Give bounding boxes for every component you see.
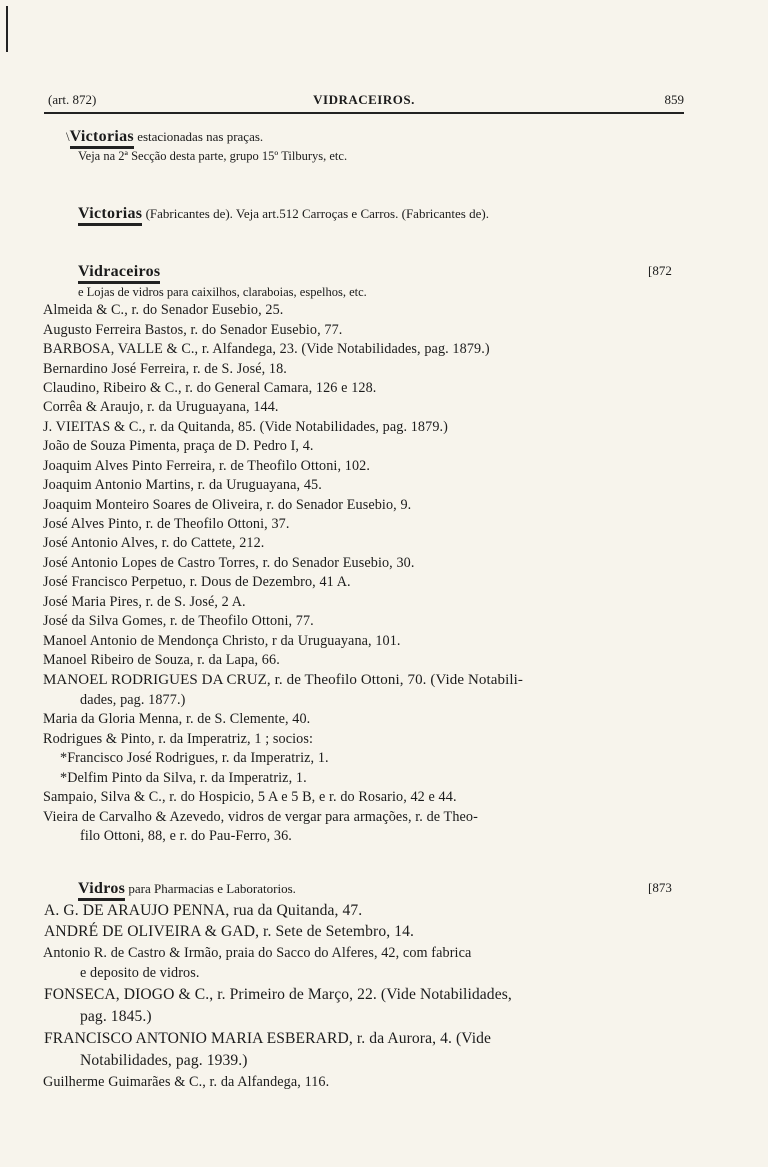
list-item-partner: *Delfim Pinto da Silva, r. da Imperatriz, 1. [60,770,307,786]
section-number: [873 [648,880,672,895]
section-title: Victorias [78,205,142,226]
list-item-continuation: pag. 1845.) [80,1008,152,1025]
section-description: (Fabricantes de). Veja art.512 Carroças e Carros. (Fabricantes de). [145,206,489,221]
section-prefix: \ [66,129,70,144]
article-reference: (art. 872) [48,92,97,107]
list-item: FONSECA, DIOGO & C., r. Primeiro de Março, 22. (Vide Notabilidades, [44,986,512,1003]
running-header [44,92,684,114]
list-item-continuation: dades, pag. 1877.) [80,692,186,708]
list-item: ANDRÉ DE OLIVEIRA & GAD, r. Sete de Setembro, 14. [44,923,415,940]
list-item: Corrêa & Araujo, r. da Uruguayana, 144. [43,399,279,415]
list-item: José da Silva Gomes, r. de Theofilo Ottoni, 77. [43,613,314,629]
list-item: Guilherme Guimarães & C., r. da Alfandega, 116. [43,1074,330,1090]
list-item: MANOEL RODRIGUES DA CRUZ, r. de Theofilo Ottoni, 70. (Vide Notabili- [43,672,524,688]
list-item: José Francisco Perpetuo, r. Dous de Dezembro, 41 A. [43,574,351,590]
section-vidraceiros-note: e Lojas de vidros para caixilhos, claraboias, espelhos, etc. [78,285,367,299]
list-item: BARBOSA, VALLE & C., r. Alfandega, 23. (Vide Notabilidades, pag. 1879.) [43,341,490,357]
section-victorias-stands-note: Veja na 2ª Secção desta parte, grupo 15º Tilburys, etc. [78,149,348,163]
section-vidros [78,880,672,898]
section-title: Vidros [78,880,125,901]
list-item: João de Souza Pimenta, praça de D. Pedro I, 4. [43,438,314,454]
section-title: Vidraceiros [78,263,160,284]
list-item: José Antonio Alves, r. do Cattete, 212. [43,535,265,551]
list-item: Manoel Ribeiro de Souza, r. da Lapa, 66. [43,652,280,668]
list-item: Joaquim Alves Pinto Ferreira, r. de Theofilo Ottoni, 102. [43,458,370,474]
section-description: para Pharmacias e Laboratorios. [128,881,296,896]
list-item: J. VIEITAS & C., r. da Quitanda, 85. (Vide Notabilidades, pag. 1879.) [43,419,448,435]
list-item: Sampaio, Silva & C., r. do Hospicio, 5 A e 5 B, e r. do Rosario, 42 e 44. [43,789,457,805]
list-item: Bernardino José Ferreira, r. de S. José, 18. [43,361,287,377]
page-title: VIDRACEIROS. [313,92,415,107]
list-item: Rodrigues & Pinto, r. da Imperatriz, 1 ; socios: [43,731,313,747]
page-number: 859 [664,92,684,107]
list-item: José Antonio Lopes de Castro Torres, r. do Senador Eusebio, 30. [43,555,415,571]
section-victorias-makers [78,205,489,223]
list-item: A. G. DE ARAUJO PENNA, rua da Quitanda, 47. [44,902,363,919]
section-number: [872 [648,263,672,278]
list-item: Antonio R. de Castro & Irmão, praia do Sacco do Alferes, 42, com fabrica [43,945,472,961]
list-item: Augusto Ferreira Bastos, r. do Senador Eusebio, 77. [43,322,343,338]
section-title: Victorias [70,128,134,149]
list-item: FRANCISCO ANTONIO MARIA ESBERARD, r. da Aurora, 4. (Vide [44,1030,492,1047]
list-item: José Alves Pinto, r. de Theofilo Ottoni, 37. [43,516,290,532]
section-description: estacionadas nas praças. [137,129,264,144]
section-vidraceiros [78,263,672,281]
list-item: Joaquim Monteiro Soares de Oliveira, r. do Senador Eusebio, 9. [43,497,412,513]
list-item-continuation: filo Ottoni, 88, e r. do Pau-Ferro, 36. [80,828,292,844]
list-item: Claudino, Ribeiro & C., r. do General Camara, 126 e 128. [43,380,377,396]
list-item: Vieira de Carvalho & Azevedo, vidros de vergar para armações, r. de Theo- [43,809,478,825]
list-item: José Maria Pires, r. de S. José, 2 A. [43,594,246,610]
list-item: Almeida & C., r. do Senador Eusebio, 25. [43,302,284,318]
list-item-partner: *Francisco José Rodrigues, r. da Imperatriz, 1. [60,750,329,766]
list-item-continuation: e deposito de vidros. [80,965,200,981]
section-victorias-stands [66,128,263,146]
list-item: Manoel Antonio de Mendonça Christo, r da Uruguayana, 101. [43,633,401,649]
list-item: Joaquim Antonio Martins, r. da Uruguayana, 45. [43,477,322,493]
list-item: Maria da Gloria Menna, r. de S. Clemente, 40. [43,711,311,727]
list-item-continuation: Notabilidades, pag. 1939.) [80,1052,248,1069]
